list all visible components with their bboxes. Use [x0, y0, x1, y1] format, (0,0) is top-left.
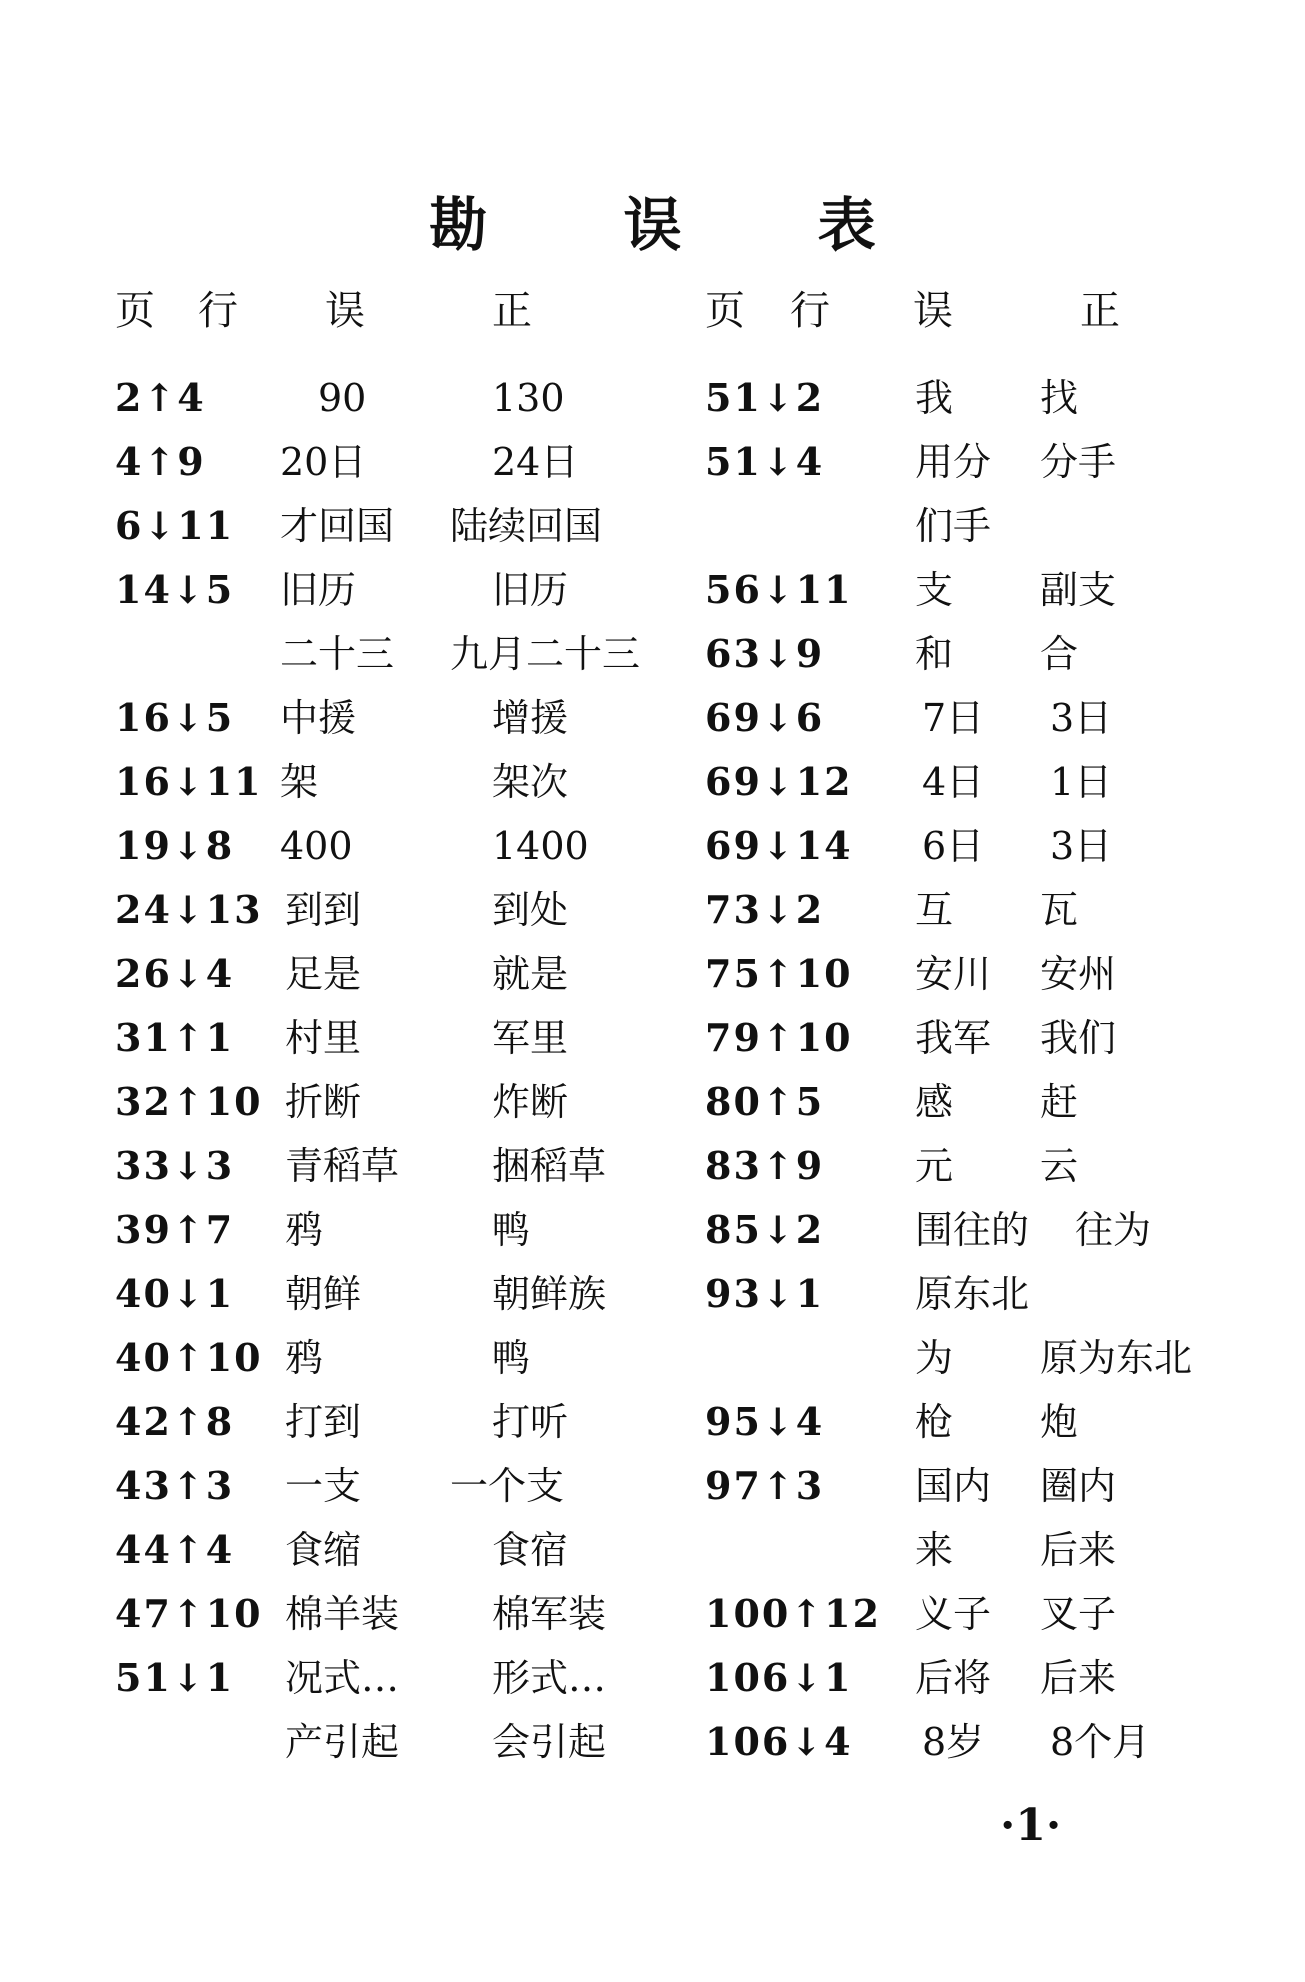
right-corrected-text: 炮	[1040, 1400, 1079, 1444]
left-corrected-text: 鸭	[492, 1336, 531, 1380]
table-row	[0, 430, 1305, 494]
right-corrected-text: 往为	[1075, 1208, 1152, 1252]
left-page-line-ref: 24↓13	[115, 887, 263, 932]
left-corrected-text: 旧历	[492, 568, 569, 612]
left-corrected-text: 1400	[492, 824, 589, 868]
right-page-line-ref: 79↑10	[705, 1015, 853, 1060]
header-wrong-right: 误	[913, 288, 953, 334]
table-row	[0, 1646, 1305, 1710]
right-corrected-text: 分手	[1040, 440, 1117, 484]
header-wrong-left: 误	[325, 288, 365, 334]
left-page-line-ref: 16↓5	[115, 695, 235, 740]
right-page-line-ref: 97↑3	[705, 1463, 825, 1508]
table-row	[0, 558, 1305, 622]
left-page-line-ref: 14↓5	[115, 567, 235, 612]
right-erroneous-text: 互	[915, 888, 954, 932]
table-row	[0, 1710, 1305, 1774]
table-row	[0, 622, 1305, 686]
table-row	[0, 1582, 1305, 1646]
left-page-line-ref: 2↑4	[115, 375, 206, 420]
header-line-left: 行	[198, 288, 238, 334]
right-corrected-text: 8个月	[1050, 1720, 1151, 1764]
right-page-line-ref: 75↑10	[705, 951, 853, 996]
right-erroneous-text: 我军	[915, 1016, 992, 1060]
left-erroneous-text: 架	[280, 760, 319, 804]
left-erroneous-text: 食缩	[285, 1528, 362, 1572]
left-corrected-text: 打听	[492, 1400, 569, 1444]
left-corrected-text: 朝鲜族	[492, 1272, 607, 1316]
left-erroneous-text: 到到	[285, 888, 362, 932]
left-corrected-text: 食宿	[492, 1528, 569, 1572]
right-page-line-ref: 51↓4	[705, 439, 825, 484]
right-page-line-ref: 100↑12	[705, 1591, 882, 1636]
right-corrected-text: 副支	[1040, 568, 1117, 612]
right-page-line-ref: 85↓2	[705, 1207, 825, 1252]
right-page-line-ref: 83↑9	[705, 1143, 825, 1188]
right-corrected-text: 3日	[1050, 696, 1113, 740]
left-corrected-text: 到处	[492, 888, 569, 932]
page-title: 勘 误 表	[429, 191, 934, 259]
table-row	[0, 1198, 1305, 1262]
right-page-line-ref: 69↓12	[705, 759, 853, 804]
right-corrected-text: 叉子	[1040, 1592, 1117, 1636]
left-erroneous-text: 20日	[280, 440, 367, 484]
right-erroneous-text: 元	[915, 1144, 954, 1188]
right-corrected-text: 原为东北	[1040, 1336, 1193, 1380]
right-page-line-ref: 51↓2	[705, 375, 825, 420]
left-corrected-text: 捆稻草	[492, 1144, 607, 1188]
header-line-right: 行	[790, 288, 830, 334]
right-corrected-text: 合	[1040, 632, 1079, 676]
left-page-line-ref: 51↓1	[115, 1655, 235, 1700]
left-erroneous-text: 村里	[285, 1016, 362, 1060]
header-page-right: 页	[705, 288, 745, 334]
left-erroneous-text: 折断	[285, 1080, 362, 1124]
right-erroneous-text: 原东北	[915, 1272, 1030, 1316]
right-page-line-ref: 106↓1	[705, 1655, 853, 1700]
table-row	[0, 1390, 1305, 1454]
left-erroneous-text: 足是	[285, 952, 362, 996]
table-row	[0, 942, 1305, 1006]
right-page-line-ref: 93↓1	[705, 1271, 825, 1316]
left-corrected-text: 九月二十三	[450, 632, 641, 676]
right-erroneous-text: 来	[915, 1528, 954, 1572]
right-erroneous-text: 感	[915, 1080, 954, 1124]
right-page-line-ref: 95↓4	[705, 1399, 825, 1444]
left-page-line-ref: 43↑3	[115, 1463, 235, 1508]
table-row	[0, 1326, 1305, 1390]
left-corrected-text: 陆续回国	[450, 504, 603, 548]
left-corrected-text: 鸭	[492, 1208, 531, 1252]
right-erroneous-text: 7日	[922, 696, 985, 740]
right-erroneous-text: 枪	[915, 1400, 954, 1444]
right-corrected-text: 我们	[1040, 1016, 1117, 1060]
left-page-line-ref: 6↓11	[115, 503, 235, 548]
left-erroneous-text: 旧历	[280, 568, 357, 612]
left-corrected-text: 棉军装	[492, 1592, 607, 1636]
left-erroneous-text: 青稻草	[285, 1144, 400, 1188]
table-row	[0, 1262, 1305, 1326]
right-page-line-ref: 106↓4	[705, 1719, 853, 1764]
table-row	[0, 1518, 1305, 1582]
left-erroneous-text: 才回国	[280, 504, 395, 548]
right-erroneous-text: 我	[915, 376, 954, 420]
left-page-line-ref: 47↑10	[115, 1591, 263, 1636]
left-corrected-text: 军里	[492, 1016, 569, 1060]
left-corrected-text: 24日	[492, 440, 579, 484]
left-erroneous-text: 鸦	[285, 1336, 324, 1380]
table-row	[0, 1134, 1305, 1198]
left-erroneous-text: 一支	[285, 1464, 362, 1508]
right-erroneous-text: 义子	[915, 1592, 992, 1636]
left-erroneous-text: 况式…	[285, 1656, 400, 1700]
right-page-line-ref: 69↓14	[705, 823, 853, 868]
table-row	[0, 1006, 1305, 1070]
page-number: ·1·	[1000, 1800, 1062, 1851]
right-corrected-text: 云	[1040, 1144, 1079, 1188]
table-row	[0, 686, 1305, 750]
right-erroneous-text: 为	[915, 1336, 954, 1380]
right-erroneous-text: 围往的	[915, 1208, 1030, 1252]
table-row	[0, 878, 1305, 942]
left-page-line-ref: 16↓11	[115, 759, 263, 804]
right-erroneous-text: 国内	[915, 1464, 992, 1508]
left-erroneous-text: 产引起	[285, 1720, 400, 1764]
left-page-line-ref: 40↑10	[115, 1335, 263, 1380]
right-erroneous-text: 后将	[915, 1656, 992, 1700]
left-page-line-ref: 19↓8	[115, 823, 235, 868]
right-corrected-text: 后来	[1040, 1528, 1117, 1572]
left-corrected-text: 形式…	[492, 1656, 607, 1700]
left-erroneous-text: 400	[280, 824, 353, 868]
right-erroneous-text: 用分	[915, 440, 992, 484]
right-page-line-ref: 73↓2	[705, 887, 825, 932]
left-erroneous-text: 打到	[285, 1400, 362, 1444]
left-erroneous-text: 90	[318, 376, 367, 420]
left-page-line-ref: 33↓3	[115, 1143, 235, 1188]
left-corrected-text: 就是	[492, 952, 569, 996]
right-corrected-text: 后来	[1040, 1656, 1117, 1700]
right-erroneous-text: 和	[915, 632, 954, 676]
left-page-line-ref: 26↓4	[115, 951, 235, 996]
right-erroneous-text: 4日	[922, 760, 985, 804]
left-page-line-ref: 31↑1	[115, 1015, 235, 1060]
right-page-line-ref: 69↓6	[705, 695, 825, 740]
right-corrected-text: 赶	[1040, 1080, 1079, 1124]
right-corrected-text: 找	[1040, 376, 1079, 420]
right-erroneous-text: 6日	[922, 824, 985, 868]
left-page-line-ref: 40↓1	[115, 1271, 235, 1316]
table-row	[0, 1454, 1305, 1518]
left-erroneous-text: 二十三	[280, 632, 395, 676]
left-erroneous-text: 棉羊装	[285, 1592, 400, 1636]
left-corrected-text: 架次	[492, 760, 569, 804]
table-row	[0, 750, 1305, 814]
right-corrected-text: 圈内	[1040, 1464, 1117, 1508]
table-row	[0, 494, 1305, 558]
table-row	[0, 1070, 1305, 1134]
left-corrected-text: 会引起	[492, 1720, 607, 1764]
left-page-line-ref: 32↑10	[115, 1079, 263, 1124]
left-corrected-text: 炸断	[492, 1080, 569, 1124]
header-correct-right: 正	[1080, 288, 1120, 334]
left-corrected-text: 增援	[492, 696, 569, 740]
left-page-line-ref: 39↑7	[115, 1207, 235, 1252]
left-page-line-ref: 44↑4	[115, 1527, 235, 1572]
table-row	[0, 814, 1305, 878]
right-page-line-ref: 56↓11	[705, 567, 853, 612]
right-corrected-text: 3日	[1050, 824, 1113, 868]
left-page-line-ref: 42↑8	[115, 1399, 235, 1444]
right-page-line-ref: 63↓9	[705, 631, 825, 676]
left-corrected-text: 130	[492, 376, 565, 420]
right-page-line-ref: 80↑5	[705, 1079, 825, 1124]
right-corrected-text: 1日	[1050, 760, 1113, 804]
right-corrected-text: 瓦	[1040, 888, 1079, 932]
left-page-line-ref: 4↑9	[115, 439, 206, 484]
left-erroneous-text: 中援	[280, 696, 357, 740]
right-erroneous-text: 支	[915, 568, 954, 612]
left-erroneous-text: 朝鲜	[285, 1272, 362, 1316]
left-corrected-text: 一个支	[450, 1464, 565, 1508]
right-erroneous-text: 们手	[915, 504, 992, 548]
left-erroneous-text: 鸦	[285, 1208, 324, 1252]
right-erroneous-text: 8岁	[922, 1720, 985, 1764]
header-correct-left: 正	[492, 288, 532, 334]
right-erroneous-text: 安川	[915, 952, 992, 996]
table-row	[0, 366, 1305, 430]
right-corrected-text: 安州	[1040, 952, 1117, 996]
header-page-left: 页	[115, 288, 155, 334]
